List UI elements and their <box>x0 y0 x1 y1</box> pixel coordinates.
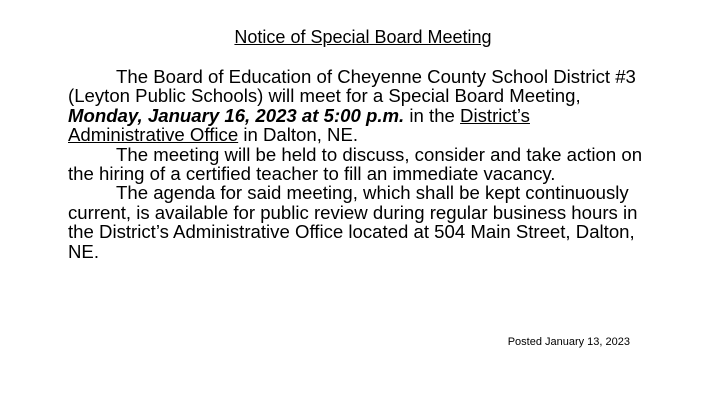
posted-date: Posted January 13, 2023 <box>507 336 630 348</box>
meeting-date-time: Monday, January 16, 2023 at 5:00 p.m. <box>68 104 405 126</box>
paragraph-meeting-announcement <box>68 67 648 145</box>
notice-document <box>68 26 648 261</box>
announcement-text-1: The Board of Education of Cheyenne County School District #3 (Leyton Public Schools) will meet for a Special Board Meeting, <box>68 66 636 107</box>
notice-title: Notice of Special Board Meeting <box>234 27 492 47</box>
meeting-location: District’s Administrative Office <box>68 104 530 146</box>
announcement-text-2: in the <box>404 104 461 126</box>
announcement-text-3: in Dalton, NE. <box>238 124 359 146</box>
paragraph-meeting-purpose: The meeting will be held to discuss, consider and take action on the hiring of a certified teacher to fill an immediate vacancy. <box>68 143 643 185</box>
paragraph-agenda-availability: The agenda for said meeting, which shall be kept continuously current, is available for public review during regular business hours in the District’s Administrative Office located at 504 Main Street, Dalton, NE. <box>68 182 638 262</box>
